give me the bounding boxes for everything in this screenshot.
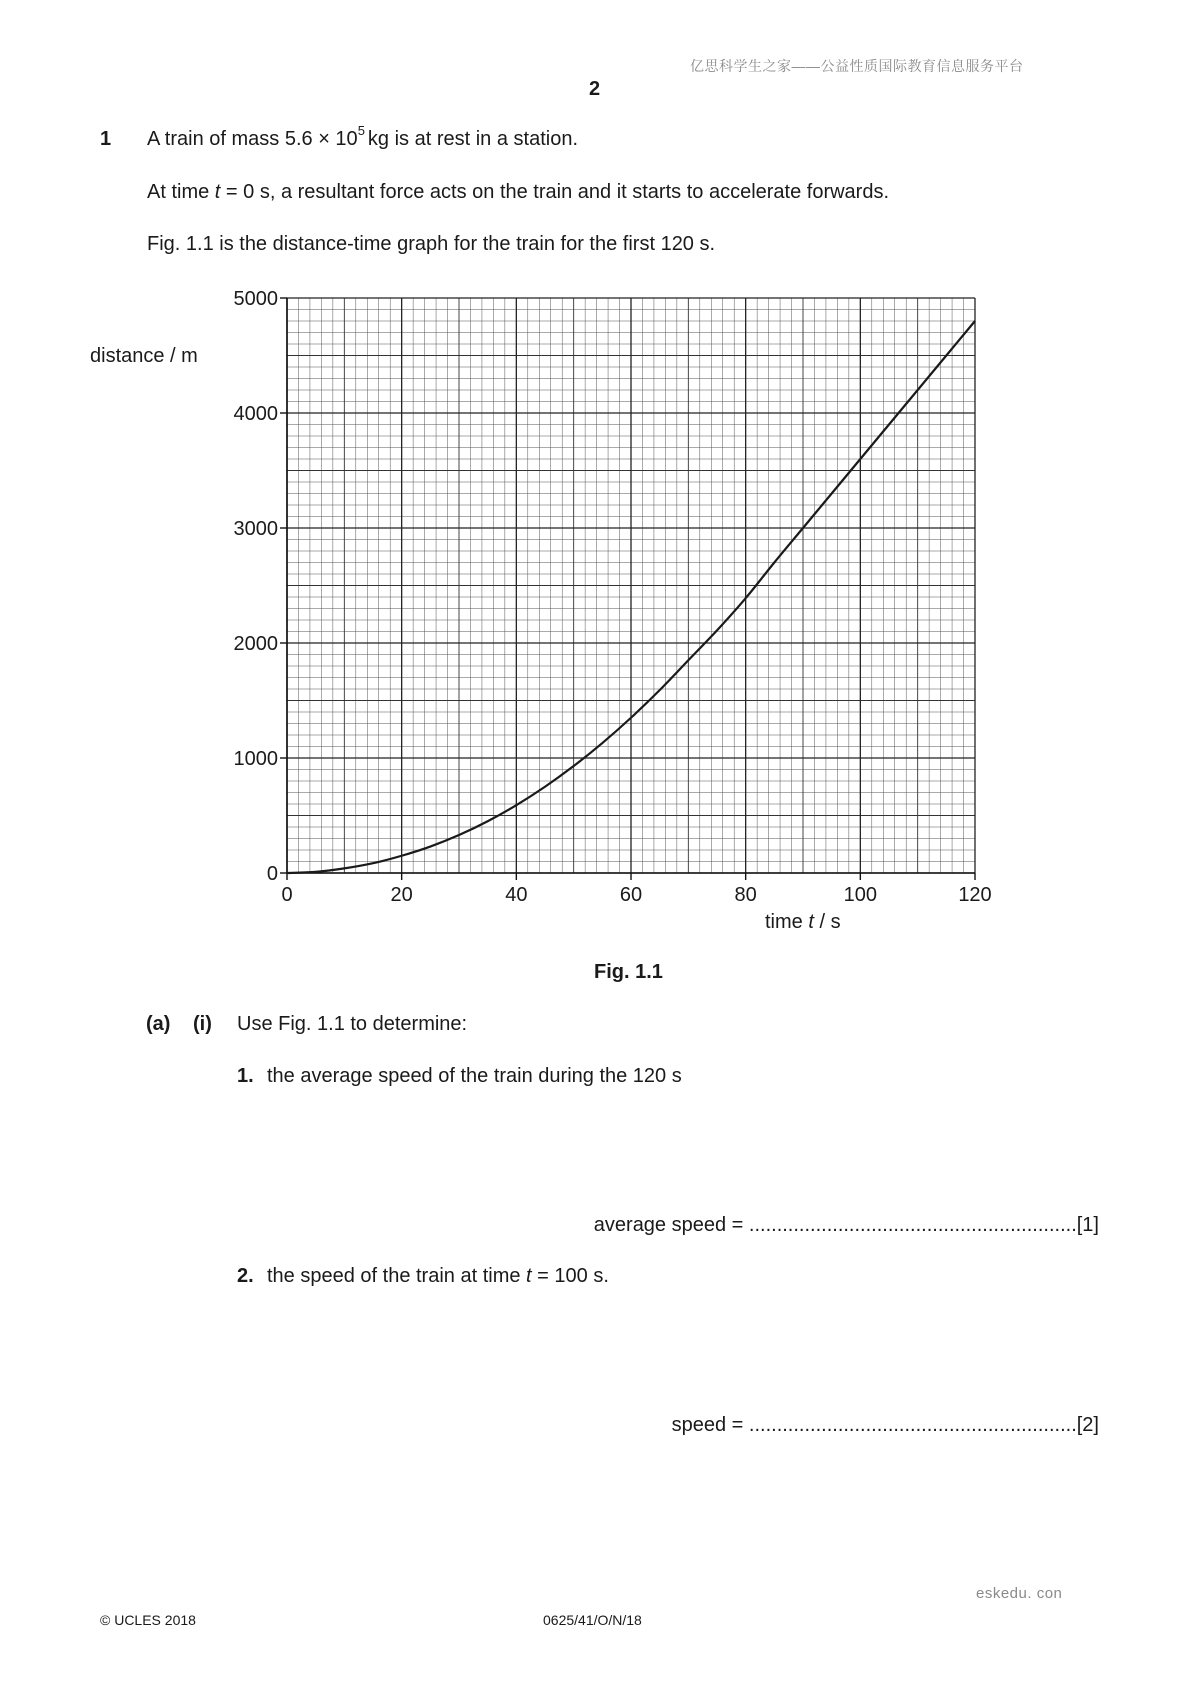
item-2-text-pre: the speed of the train at time <box>267 1265 527 1287</box>
question-line-1-post: kg is at rest in a station. <box>367 128 579 150</box>
x-axis-label <box>765 911 841 933</box>
x-tick-label: 80 <box>734 884 757 906</box>
item-2-number: 2. <box>237 1265 254 1287</box>
x-tick-label: 20 <box>390 884 413 906</box>
question-line-1-pre: A train of mass 5.6 × 10 <box>147 128 358 150</box>
question-line-1-sup: 5 <box>357 123 365 139</box>
item-2-text-var: t <box>526 1265 532 1287</box>
footer-copyright: © UCLES 2018 <box>100 1612 196 1628</box>
question-line-2-var: t <box>214 181 221 203</box>
footer-code: 0625/41/O/N/18 <box>543 1612 642 1628</box>
x-tick-label: 0 <box>281 884 293 906</box>
question-line-2-post: = 0 s, a resultant force acts on the train and it starts to accelerate forwards. <box>220 181 890 203</box>
y-tick-label: 4000 <box>233 403 278 425</box>
item-2-text-post: = 100 s. <box>531 1265 609 1287</box>
item-2-text <box>267 1265 609 1288</box>
item-2-answer-dots[interactable]: ........................................................... <box>748 1414 1077 1436</box>
y-tick-label: 1000 <box>233 748 278 770</box>
part-i-label: (i) <box>193 1013 212 1035</box>
x-tick-labels <box>281 884 991 906</box>
item-2-marks: [2] <box>1076 1414 1099 1436</box>
x-axis-label-var: t <box>808 911 814 933</box>
part-a-intro: Use Fig. 1.1 to determine: <box>237 1013 468 1035</box>
x-tick-label: 40 <box>505 884 528 906</box>
question-line-2 <box>147 181 889 204</box>
item-1-text: the average speed of the train during the 120 s <box>267 1065 682 1087</box>
x-tick-label: 120 <box>958 884 992 906</box>
part-a-label: (a) <box>146 1013 171 1035</box>
item-2-answer-line <box>672 1414 1099 1437</box>
question-line-3: Fig. 1.1 is the distance-time graph for the train for the first 120 s. <box>147 233 716 255</box>
y-tick-label: 3000 <box>233 518 278 540</box>
page-number: 2 <box>589 78 601 100</box>
y-tick-label: 0 <box>266 863 278 885</box>
y-tick-label: 2000 <box>233 633 278 655</box>
y-tick-labels <box>234 288 279 885</box>
item-1-answer-label: average speed = <box>593 1214 749 1236</box>
item-1-answer-line <box>594 1214 1099 1237</box>
distance-time-graph <box>90 270 1010 950</box>
x-tick-label: 100 <box>843 884 878 906</box>
x-axis-label-pre: time <box>765 911 809 933</box>
x-tick-label: 60 <box>619 884 643 906</box>
watermark-bottom: eskedu. con <box>976 1585 1063 1602</box>
figure-caption: Fig. 1.1 <box>594 961 663 983</box>
watermark-top: 亿思科学生之家——公益性质国际教育信息服务平台 <box>690 58 1024 74</box>
question-line-1 <box>147 123 579 151</box>
item-1-marks: [1] <box>1076 1214 1099 1236</box>
item-1-number: 1. <box>237 1065 254 1087</box>
item-2-answer-label: speed = <box>671 1414 749 1436</box>
question-line-2-pre: At time <box>147 181 215 203</box>
x-axis-label-post: / s <box>813 911 841 933</box>
question-number: 1 <box>100 128 112 150</box>
y-axis-label: distance / m <box>90 345 198 367</box>
item-1-answer-dots[interactable]: ........................................................... <box>748 1214 1077 1236</box>
y-tick-label: 5000 <box>233 288 278 310</box>
